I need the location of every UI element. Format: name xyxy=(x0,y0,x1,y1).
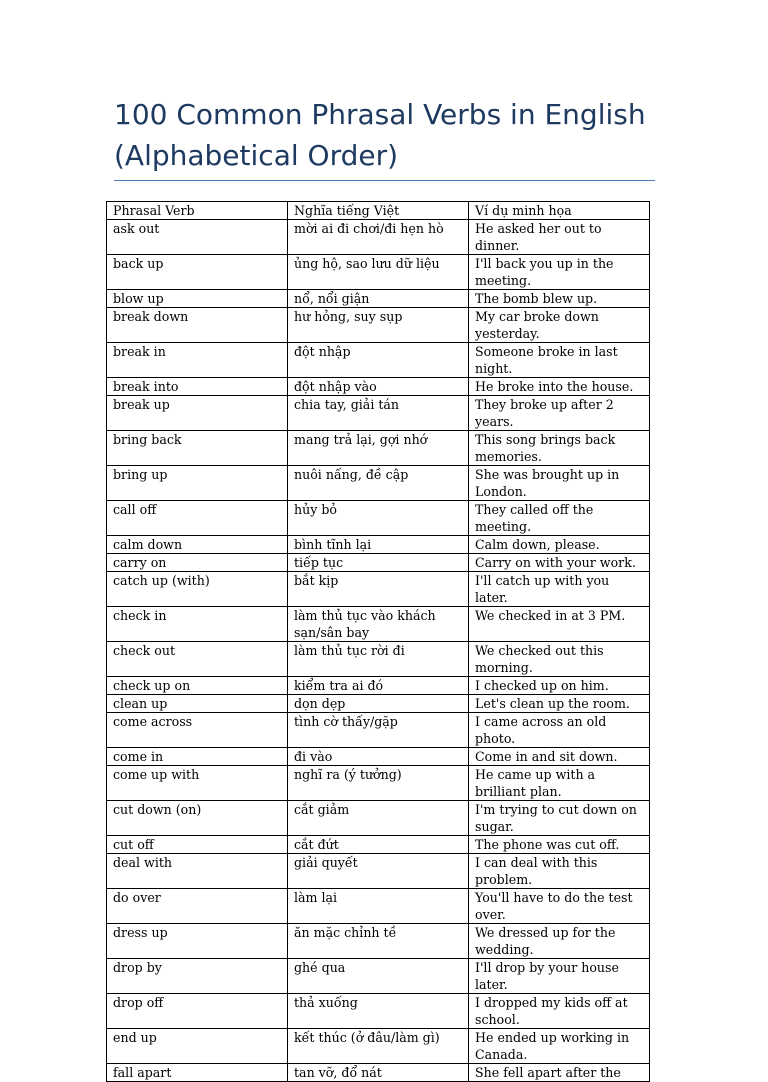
table-row xyxy=(107,572,650,607)
vietnamese-meaning-cell: đột nhập xyxy=(288,343,469,378)
example-cell: We checked in at 3 PM. xyxy=(469,607,650,642)
table-row xyxy=(107,642,650,677)
example-cell: I'll back you up in the meeting. xyxy=(469,255,650,290)
table-row xyxy=(107,1029,650,1064)
example-cell: We checked out this morning. xyxy=(469,642,650,677)
phrasal-verb-cell: come up with xyxy=(107,766,288,801)
example-cell: She fell apart after the xyxy=(469,1064,650,1082)
vietnamese-meaning-cell: đột nhập vào xyxy=(288,378,469,396)
phrasal-verb-cell: fall apart xyxy=(107,1064,288,1082)
table-row xyxy=(107,607,650,642)
vietnamese-meaning-cell: ăn mặc chỉnh tề xyxy=(288,924,469,959)
example-cell: Come in and sit down. xyxy=(469,748,650,766)
vietnamese-meaning-cell: nghĩ ra (ý tưởng) xyxy=(288,766,469,801)
table-row xyxy=(107,1064,650,1082)
phrasal-verb-cell: break down xyxy=(107,308,288,343)
table-row xyxy=(107,554,650,572)
phrasal-verb-cell: drop off xyxy=(107,994,288,1029)
vietnamese-meaning-cell: hư hỏng, suy sụp xyxy=(288,308,469,343)
table-row xyxy=(107,713,650,748)
table-row xyxy=(107,766,650,801)
table-row xyxy=(107,501,650,536)
example-cell: You'll have to do the test over. xyxy=(469,889,650,924)
table-row xyxy=(107,959,650,994)
phrasal-verb-cell: back up xyxy=(107,255,288,290)
example-cell: He broke into the house. xyxy=(469,378,650,396)
vietnamese-meaning-cell: nuôi nấng, đề cập xyxy=(288,466,469,501)
vietnamese-meaning-cell: tiếp tục xyxy=(288,554,469,572)
table-body xyxy=(107,202,650,1082)
header-phrasal-verb: Phrasal Verb xyxy=(107,202,288,220)
phrasal-verb-cell: clean up xyxy=(107,695,288,713)
vietnamese-meaning-cell: thả xuống xyxy=(288,994,469,1029)
vietnamese-meaning-cell: bắt kịp xyxy=(288,572,469,607)
example-cell: I'll drop by your house later. xyxy=(469,959,650,994)
example-cell: Calm down, please. xyxy=(469,536,650,554)
table-row xyxy=(107,308,650,343)
phrasal-verb-cell: cut down (on) xyxy=(107,801,288,836)
phrasal-verb-cell: check in xyxy=(107,607,288,642)
vietnamese-meaning-cell: cắt giảm xyxy=(288,801,469,836)
vietnamese-meaning-cell: tình cờ thấy/gặp xyxy=(288,713,469,748)
header-example: Ví dụ minh họa xyxy=(469,202,650,220)
vietnamese-meaning-cell: tan vỡ, đổ nát xyxy=(288,1064,469,1082)
vietnamese-meaning-cell: chia tay, giải tán xyxy=(288,396,469,431)
vietnamese-meaning-cell: kiểm tra ai đó xyxy=(288,677,469,695)
vietnamese-meaning-cell: kết thúc (ở đâu/làm gì) xyxy=(288,1029,469,1064)
phrasal-verb-cell: blow up xyxy=(107,290,288,308)
phrasal-verb-cell: end up xyxy=(107,1029,288,1064)
phrasal-verb-cell: deal with xyxy=(107,854,288,889)
vietnamese-meaning-cell: nổ, nổi giận xyxy=(288,290,469,308)
table-row xyxy=(107,431,650,466)
table-row xyxy=(107,748,650,766)
phrasal-verb-cell: call off xyxy=(107,501,288,536)
phrasal-verb-cell: bring back xyxy=(107,431,288,466)
phrasal-verb-cell: ask out xyxy=(107,220,288,255)
example-cell: The phone was cut off. xyxy=(469,836,650,854)
example-cell: I dropped my kids off at school. xyxy=(469,994,650,1029)
header-vietnamese-meaning: Nghĩa tiếng Việt xyxy=(288,202,469,220)
example-cell: Carry on with your work. xyxy=(469,554,650,572)
table-row xyxy=(107,378,650,396)
example-cell: The bomb blew up. xyxy=(469,290,650,308)
example-cell: I came across an old photo. xyxy=(469,713,650,748)
phrasal-verb-cell: come in xyxy=(107,748,288,766)
phrasal-verb-cell: cut off xyxy=(107,836,288,854)
phrasal-verbs-table xyxy=(106,201,650,1082)
page-title: 100 Common Phrasal Verbs in English (Alphabetical Order) xyxy=(114,98,646,172)
example-cell: My car broke down yesterday. xyxy=(469,308,650,343)
example-cell: I can deal with this problem. xyxy=(469,854,650,889)
table-row xyxy=(107,695,650,713)
table-row xyxy=(107,466,650,501)
vietnamese-meaning-cell: ủng hộ, sao lưu dữ liệu xyxy=(288,255,469,290)
vietnamese-meaning-cell: làm thủ tục rời đi xyxy=(288,642,469,677)
table-row xyxy=(107,889,650,924)
phrasal-verb-cell: calm down xyxy=(107,536,288,554)
example-cell: This song brings back memories. xyxy=(469,431,650,466)
title-underline xyxy=(114,180,655,181)
phrasal-verb-cell: dress up xyxy=(107,924,288,959)
table-row xyxy=(107,677,650,695)
example-cell: I'm trying to cut down on sugar. xyxy=(469,801,650,836)
example-cell: He came up with a brilliant plan. xyxy=(469,766,650,801)
vietnamese-meaning-cell: đi vào xyxy=(288,748,469,766)
phrasal-verb-cell: check up on xyxy=(107,677,288,695)
phrasal-verb-cell: drop by xyxy=(107,959,288,994)
vietnamese-meaning-cell: hủy bỏ xyxy=(288,501,469,536)
table-header-row xyxy=(107,202,650,220)
vietnamese-meaning-cell: mời ai đi chơi/đi hẹn hò xyxy=(288,220,469,255)
table-row xyxy=(107,396,650,431)
example-cell: They called off the meeting. xyxy=(469,501,650,536)
table-row xyxy=(107,255,650,290)
phrasal-verb-cell: do over xyxy=(107,889,288,924)
phrasal-verb-cell: break up xyxy=(107,396,288,431)
vietnamese-meaning-cell: bình tĩnh lại xyxy=(288,536,469,554)
table-row xyxy=(107,854,650,889)
phrasal-verb-cell: check out xyxy=(107,642,288,677)
phrasal-verb-cell: carry on xyxy=(107,554,288,572)
vietnamese-meaning-cell: dọn dẹp xyxy=(288,695,469,713)
table-row xyxy=(107,994,650,1029)
table-row xyxy=(107,836,650,854)
phrasal-verb-cell: catch up (with) xyxy=(107,572,288,607)
table-row xyxy=(107,801,650,836)
table-row xyxy=(107,290,650,308)
vietnamese-meaning-cell: làm thủ tục vào khách sạn/sân bay xyxy=(288,607,469,642)
example-cell: Let's clean up the room. xyxy=(469,695,650,713)
vietnamese-meaning-cell: làm lại xyxy=(288,889,469,924)
vietnamese-meaning-cell: mang trả lại, gợi nhớ xyxy=(288,431,469,466)
vietnamese-meaning-cell: cắt đứt xyxy=(288,836,469,854)
phrasal-verb-cell: bring up xyxy=(107,466,288,501)
example-cell: I checked up on him. xyxy=(469,677,650,695)
vietnamese-meaning-cell: ghé qua xyxy=(288,959,469,994)
example-cell: I'll catch up with you later. xyxy=(469,572,650,607)
example-cell: Someone broke in last night. xyxy=(469,343,650,378)
example-cell: He asked her out to dinner. xyxy=(469,220,650,255)
example-cell: She was brought up in London. xyxy=(469,466,650,501)
example-cell: They broke up after 2 years. xyxy=(469,396,650,431)
table-row xyxy=(107,343,650,378)
example-cell: He ended up working in Canada. xyxy=(469,1029,650,1064)
table-row xyxy=(107,924,650,959)
table-row xyxy=(107,536,650,554)
table-row xyxy=(107,220,650,255)
vietnamese-meaning-cell: giải quyết xyxy=(288,854,469,889)
phrasal-verb-cell: break in xyxy=(107,343,288,378)
phrasal-verb-cell: come across xyxy=(107,713,288,748)
phrasal-verb-cell: break into xyxy=(107,378,288,396)
example-cell: We dressed up for the wedding. xyxy=(469,924,650,959)
